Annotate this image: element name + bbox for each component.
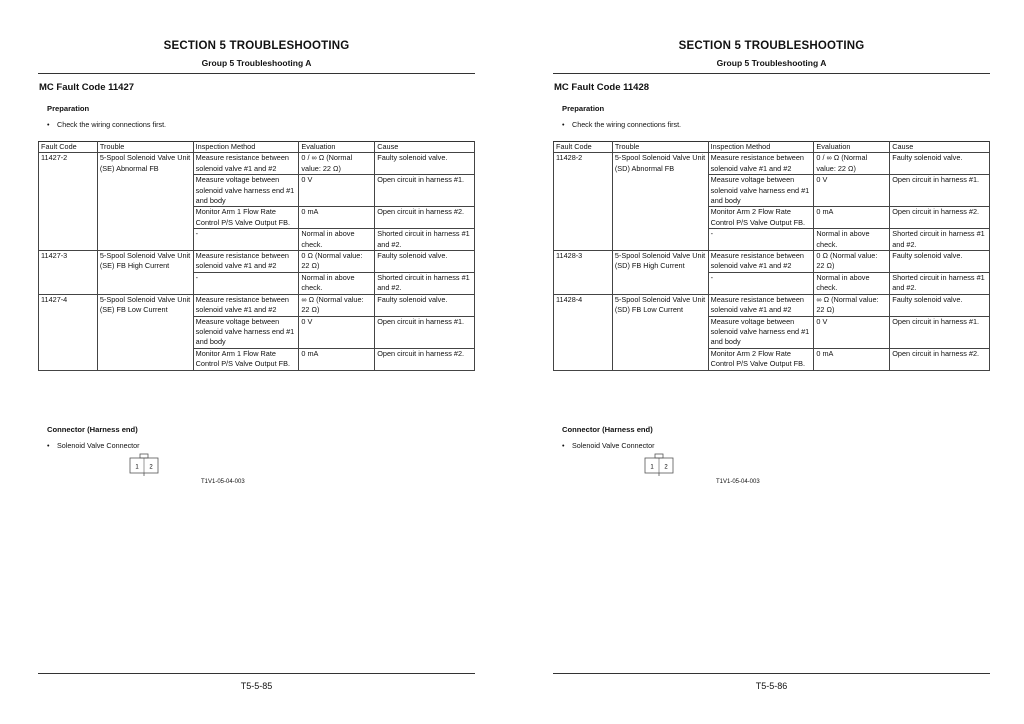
cause-cell: Open circuit in harness #1. — [890, 175, 990, 207]
connector-icon — [129, 453, 159, 477]
cause-cell: Faulty solenoid valve. — [375, 153, 475, 175]
table-row — [554, 251, 990, 273]
cause-cell: Faulty solenoid valve. — [375, 251, 475, 273]
trouble-cell — [97, 175, 193, 207]
evaluation-cell: 0 V — [299, 316, 375, 348]
table-row — [554, 207, 990, 229]
trouble-cell: 5-Spool Solenoid Valve Unit (SD) FB Low Current — [612, 294, 708, 316]
inspection-method-cell: Measure resistance between solenoid valve #1 and #2 — [708, 153, 814, 175]
footer-rule — [38, 673, 475, 674]
cause-cell: Open circuit in harness #1. — [890, 316, 990, 348]
cause-cell: Open circuit in harness #1. — [375, 316, 475, 348]
inspection-method-cell: Measure resistance between solenoid valve #1 and #2 — [708, 251, 814, 273]
table-row — [39, 272, 475, 294]
cause-cell: Shorted circuit in harness #1 and #2. — [375, 229, 475, 251]
preparation-item: • Check the wiring connections first. — [47, 120, 167, 129]
cause-cell: Open circuit in harness #2. — [890, 207, 990, 229]
evaluation-cell: ∞ Ω (Normal value: 22 Ω) — [299, 294, 375, 316]
trouble-cell: 5-Spool Solenoid Valve Unit (SE) FB High Current — [97, 251, 193, 273]
connector-heading: Connector (Harness end) — [562, 425, 653, 434]
cause-cell: Faulty solenoid valve. — [890, 294, 990, 316]
page-number: T5-5-85 — [240, 681, 273, 691]
cause-cell: Shorted circuit in harness #1 and #2. — [890, 272, 990, 294]
preparation-item: • Check the wiring connections first. — [562, 120, 682, 129]
evaluation-cell: 0 mA — [814, 348, 890, 370]
page-left — [38, 0, 475, 724]
fault-code-cell: 11427-3 — [39, 251, 98, 273]
column-header: Evaluation — [814, 142, 890, 153]
fault-code-cell: 11428-2 — [554, 153, 613, 175]
column-header: Fault Code — [39, 142, 98, 153]
connector-pin-1: 1 — [135, 464, 139, 471]
cause-cell: Open circuit in harness #2. — [890, 348, 990, 370]
inspection-method-cell: Monitor Arm 1 Flow Rate Control P/S Valve Output FB. — [193, 207, 299, 229]
evaluation-cell: Normal in above check. — [814, 272, 890, 294]
table-row — [39, 316, 475, 348]
trouble-cell: 5-Spool Solenoid Valve Unit (SD) Abnormal FB — [612, 153, 708, 175]
trouble-cell — [612, 348, 708, 370]
page-right — [553, 0, 990, 724]
table-row — [39, 251, 475, 273]
fault-code-cell: 11428-3 — [554, 251, 613, 273]
fault-code-cell — [554, 316, 613, 348]
table-row — [554, 348, 990, 370]
footer-rule — [553, 673, 990, 674]
connector-item: • Solenoid Valve Connector — [47, 441, 140, 450]
trouble-cell — [97, 316, 193, 348]
preparation-heading: Preparation — [562, 104, 605, 113]
table-row — [554, 175, 990, 207]
figure-code: T1V1-05-04-003 — [716, 479, 760, 485]
inspection-method-cell: Measure voltage between solenoid valve harness end #1 and body — [193, 316, 299, 348]
fault-code-cell — [39, 272, 98, 294]
table-row — [39, 175, 475, 207]
column-header: Inspection Method — [193, 142, 299, 153]
fault-code-cell — [39, 229, 98, 251]
trouble-cell — [97, 348, 193, 370]
trouble-cell — [612, 207, 708, 229]
table-row — [554, 229, 990, 251]
table-row — [39, 153, 475, 175]
fault-code-cell: 11427-2 — [39, 153, 98, 175]
evaluation-cell: Normal in above check. — [299, 272, 375, 294]
connector-heading: Connector (Harness end) — [47, 425, 138, 434]
trouble-cell: 5-Spool Solenoid Valve Unit (SE) Abnormal FB — [97, 153, 193, 175]
evaluation-cell: 0 mA — [299, 207, 375, 229]
trouble-cell — [612, 272, 708, 294]
fault-code-cell — [554, 348, 613, 370]
inspection-method-cell: Measure resistance between solenoid valve #1 and #2 — [193, 294, 299, 316]
cause-cell: Open circuit in harness #1. — [375, 175, 475, 207]
inspection-method-cell: Monitor Arm 2 Flow Rate Control P/S Valve Output FB. — [708, 348, 814, 370]
evaluation-cell: 0 mA — [814, 207, 890, 229]
inspection-method-cell: Measure resistance between solenoid valve #1 and #2 — [193, 251, 299, 273]
table-row — [39, 348, 475, 370]
fault-code-cell — [39, 316, 98, 348]
table-row — [554, 153, 990, 175]
table-header-row — [39, 142, 475, 153]
trouble-cell — [97, 229, 193, 251]
fault-code-cell: 11427-4 — [39, 294, 98, 316]
inspection-method-cell: Measure resistance between solenoid valve #1 and #2 — [708, 294, 814, 316]
column-header: Cause — [890, 142, 990, 153]
header-rule — [38, 73, 475, 74]
section-title: SECTION 5 TROUBLESHOOTING — [678, 40, 865, 52]
fault-code-cell — [39, 348, 98, 370]
inspection-method-cell: - — [708, 272, 814, 294]
evaluation-cell: 0 mA — [299, 348, 375, 370]
table-row — [39, 207, 475, 229]
connector-pin-2: 2 — [149, 464, 153, 471]
table-row — [39, 294, 475, 316]
column-header: Trouble — [612, 142, 708, 153]
fault-code-cell — [39, 207, 98, 229]
cause-cell: Faulty solenoid valve. — [890, 153, 990, 175]
fault-code-cell — [554, 272, 613, 294]
cause-cell: Shorted circuit in harness #1 and #2. — [890, 229, 990, 251]
cause-cell: Open circuit in harness #2. — [375, 207, 475, 229]
column-header: Inspection Method — [708, 142, 814, 153]
inspection-method-cell: Measure voltage between solenoid valve harness end #1 and body — [708, 316, 814, 348]
evaluation-cell: Normal in above check. — [299, 229, 375, 251]
fault-table — [38, 141, 475, 371]
trouble-cell: 5-Spool Solenoid Valve Unit (SE) FB Low Current — [97, 294, 193, 316]
column-header: Evaluation — [299, 142, 375, 153]
connector-icon — [644, 453, 674, 477]
cause-cell: Faulty solenoid valve. — [375, 294, 475, 316]
fault-code-cell — [554, 175, 613, 207]
evaluation-cell: 0 V — [814, 316, 890, 348]
figure-code: T1V1-05-04-003 — [201, 479, 245, 485]
inspection-method-cell: Measure voltage between solenoid valve harness end #1 and body — [708, 175, 814, 207]
table-row — [554, 272, 990, 294]
connector-pin-1: 1 — [650, 464, 654, 471]
cause-cell: Faulty solenoid valve. — [890, 251, 990, 273]
trouble-cell — [97, 272, 193, 294]
section-title: SECTION 5 TROUBLESHOOTING — [163, 40, 350, 52]
inspection-method-cell: Monitor Arm 2 Flow Rate Control P/S Valve Output FB. — [708, 207, 814, 229]
inspection-method-cell: Measure resistance between solenoid valve #1 and #2 — [193, 153, 299, 175]
cause-cell: Shorted circuit in harness #1 and #2. — [375, 272, 475, 294]
connector-item: • Solenoid Valve Connector — [562, 441, 655, 450]
fault-code-cell — [39, 175, 98, 207]
column-header: Trouble — [97, 142, 193, 153]
trouble-cell — [612, 316, 708, 348]
trouble-cell — [612, 229, 708, 251]
evaluation-cell: 0 / ∞ Ω (Normal value: 22 Ω) — [814, 153, 890, 175]
column-header: Cause — [375, 142, 475, 153]
header-rule — [553, 73, 990, 74]
evaluation-cell: Normal in above check. — [814, 229, 890, 251]
fault-code-cell — [554, 207, 613, 229]
trouble-cell — [97, 207, 193, 229]
evaluation-cell: 0 V — [814, 175, 890, 207]
evaluation-cell: 0 Ω (Normal value: 22 Ω) — [299, 251, 375, 273]
evaluation-cell: 0 Ω (Normal value: 22 Ω) — [814, 251, 890, 273]
evaluation-cell: 0 V — [299, 175, 375, 207]
fault-code-title: MC Fault Code 11428 — [554, 82, 650, 93]
inspection-method-cell: - — [193, 229, 299, 251]
evaluation-cell: ∞ Ω (Normal value: 22 Ω) — [814, 294, 890, 316]
group-title: Group 5 Troubleshooting A — [201, 58, 312, 68]
group-title: Group 5 Troubleshooting A — [716, 58, 827, 68]
cause-cell: Open circuit in harness #2. — [375, 348, 475, 370]
fault-code-cell: 11428-4 — [554, 294, 613, 316]
inspection-method-cell: Monitor Arm 1 Flow Rate Control P/S Valve Output FB. — [193, 348, 299, 370]
fault-table — [553, 141, 990, 371]
fault-code-title: MC Fault Code 11427 — [39, 82, 135, 93]
column-header: Fault Code — [554, 142, 613, 153]
connector-pin-2: 2 — [664, 464, 668, 471]
inspection-method-cell: - — [193, 272, 299, 294]
table-row — [39, 229, 475, 251]
evaluation-cell: 0 / ∞ Ω (Normal value: 22 Ω) — [299, 153, 375, 175]
trouble-cell — [612, 175, 708, 207]
fault-code-cell — [554, 229, 613, 251]
preparation-heading: Preparation — [47, 104, 90, 113]
inspection-method-cell: Measure voltage between solenoid valve harness end #1 and body — [193, 175, 299, 207]
table-header-row — [554, 142, 990, 153]
page-number: T5-5-86 — [755, 681, 788, 691]
table-row — [554, 294, 990, 316]
trouble-cell: 5-Spool Solenoid Valve Unit (SD) FB High Current — [612, 251, 708, 273]
table-row — [554, 316, 990, 348]
inspection-method-cell: - — [708, 229, 814, 251]
